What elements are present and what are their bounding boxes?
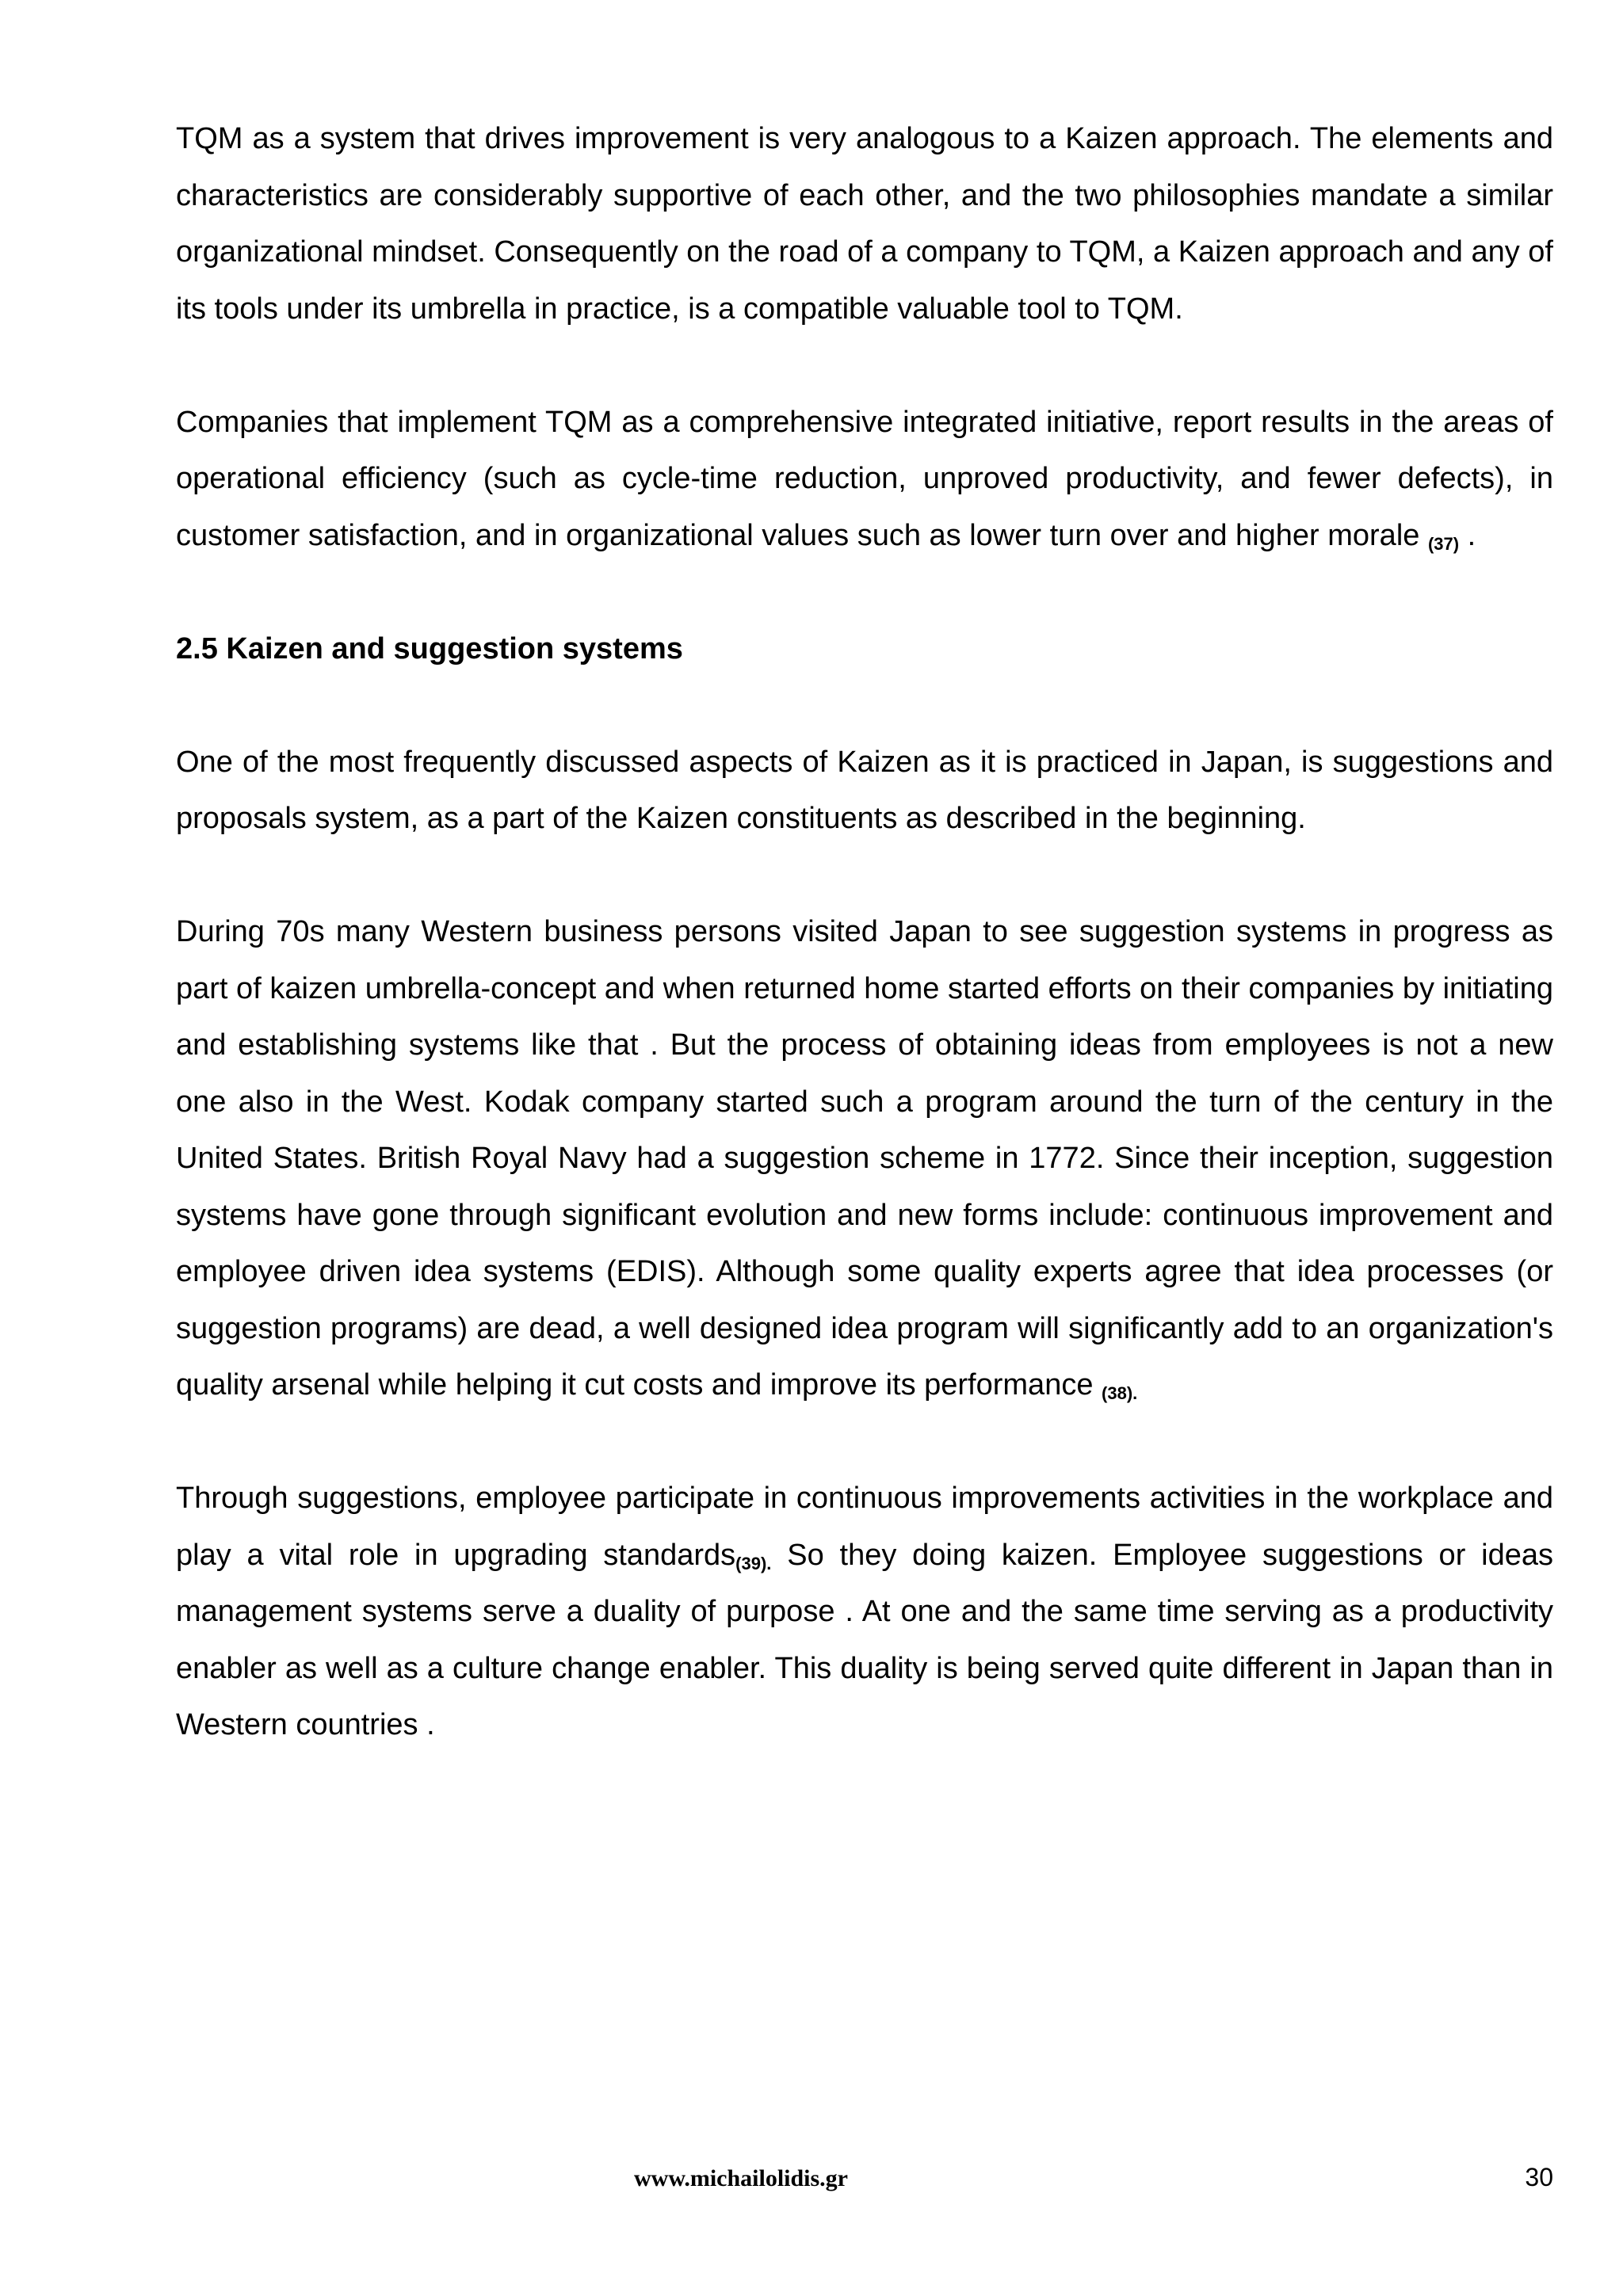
- paragraph-5-text-after: So they doing kaizen. Employee suggestions or ideas management systems serve a duality of purpose . At one and the same time serving as a productivity enabler as well as a culture change enabler. This duality is being served quite different in Japan than in Western countries .: [176, 1538, 1553, 1741]
- paragraph-4-text: During 70s many Western business persons visited Japan to see suggestion systems in progress as part of kaizen umbrella-concept and when returned home started efforts on their companies by initiating and establishing systems like that . But the process of obtaining ideas from employees is not a new one also in the West. Kodak company started such a program around the turn of the century in the United States. British Royal Navy had a suggestion scheme in 1772. Since their inception, suggestion systems have gone through significant evolution and new forms include: continuous improvement and employee driven idea systems (EDIS). Although some quality experts agree that idea processes (or suggestion programs) are dead, a well designed idea program will significantly add to an organization's quality arsenal while helping it cut costs and improve its performance: [176, 915, 1553, 1402]
- page-number: 30: [1525, 2163, 1553, 2191]
- section-heading: 2.5 Kaizen and suggestion systems: [176, 631, 683, 666]
- citation-39: (39).: [735, 1553, 772, 1573]
- paragraph-kaizen-japan: [176, 734, 1553, 848]
- document-body: [176, 111, 1553, 1810]
- paragraph-3-text: One of the most frequently discussed aspects of Kaizen as it is practiced in Japan, is suggestions and proposals system, as a part of the Kaizen constituents as described in the beginning.: [176, 745, 1553, 835]
- paragraph-2-tail: .: [1459, 518, 1476, 552]
- citation-38: (38).: [1102, 1383, 1138, 1403]
- citation-37: (37): [1427, 533, 1460, 554]
- paragraph-suggestion-history: [176, 904, 1553, 1414]
- paragraph-employee-suggestions: [176, 1470, 1553, 1754]
- paragraph-5-text-before: Through suggestions, employee participate in continuous improvements activities in the workplace and play a vital role in upgrading standards: [176, 1482, 1553, 1572]
- paragraph-tqm-results: [176, 395, 1553, 565]
- paragraph-1-text: TQM as a system that drives improvement is very analogous to a Kaizen approach. The elements and characteristics are considerably supportive of each other, and the two philosophies mandate a similar organizational mindset. Consequently on the road of a company to TQM, a Kaizen approach and any of its tools under its umbrella in practice, is a compatible valuable tool to TQM.: [176, 122, 1553, 326]
- paragraph-tqm-kaizen: [176, 111, 1553, 338]
- paragraph-2-text: Companies that implement TQM as a comprehensive integrated initiative, report results in the areas of operational efficiency (such as cycle-time reduction, unproved productivity, and fewer defects), in customer satisfaction, and in organizational values such as lower turn over and higher morale: [176, 405, 1553, 552]
- footer-website-url: www.michailolidis.gr: [633, 2165, 848, 2191]
